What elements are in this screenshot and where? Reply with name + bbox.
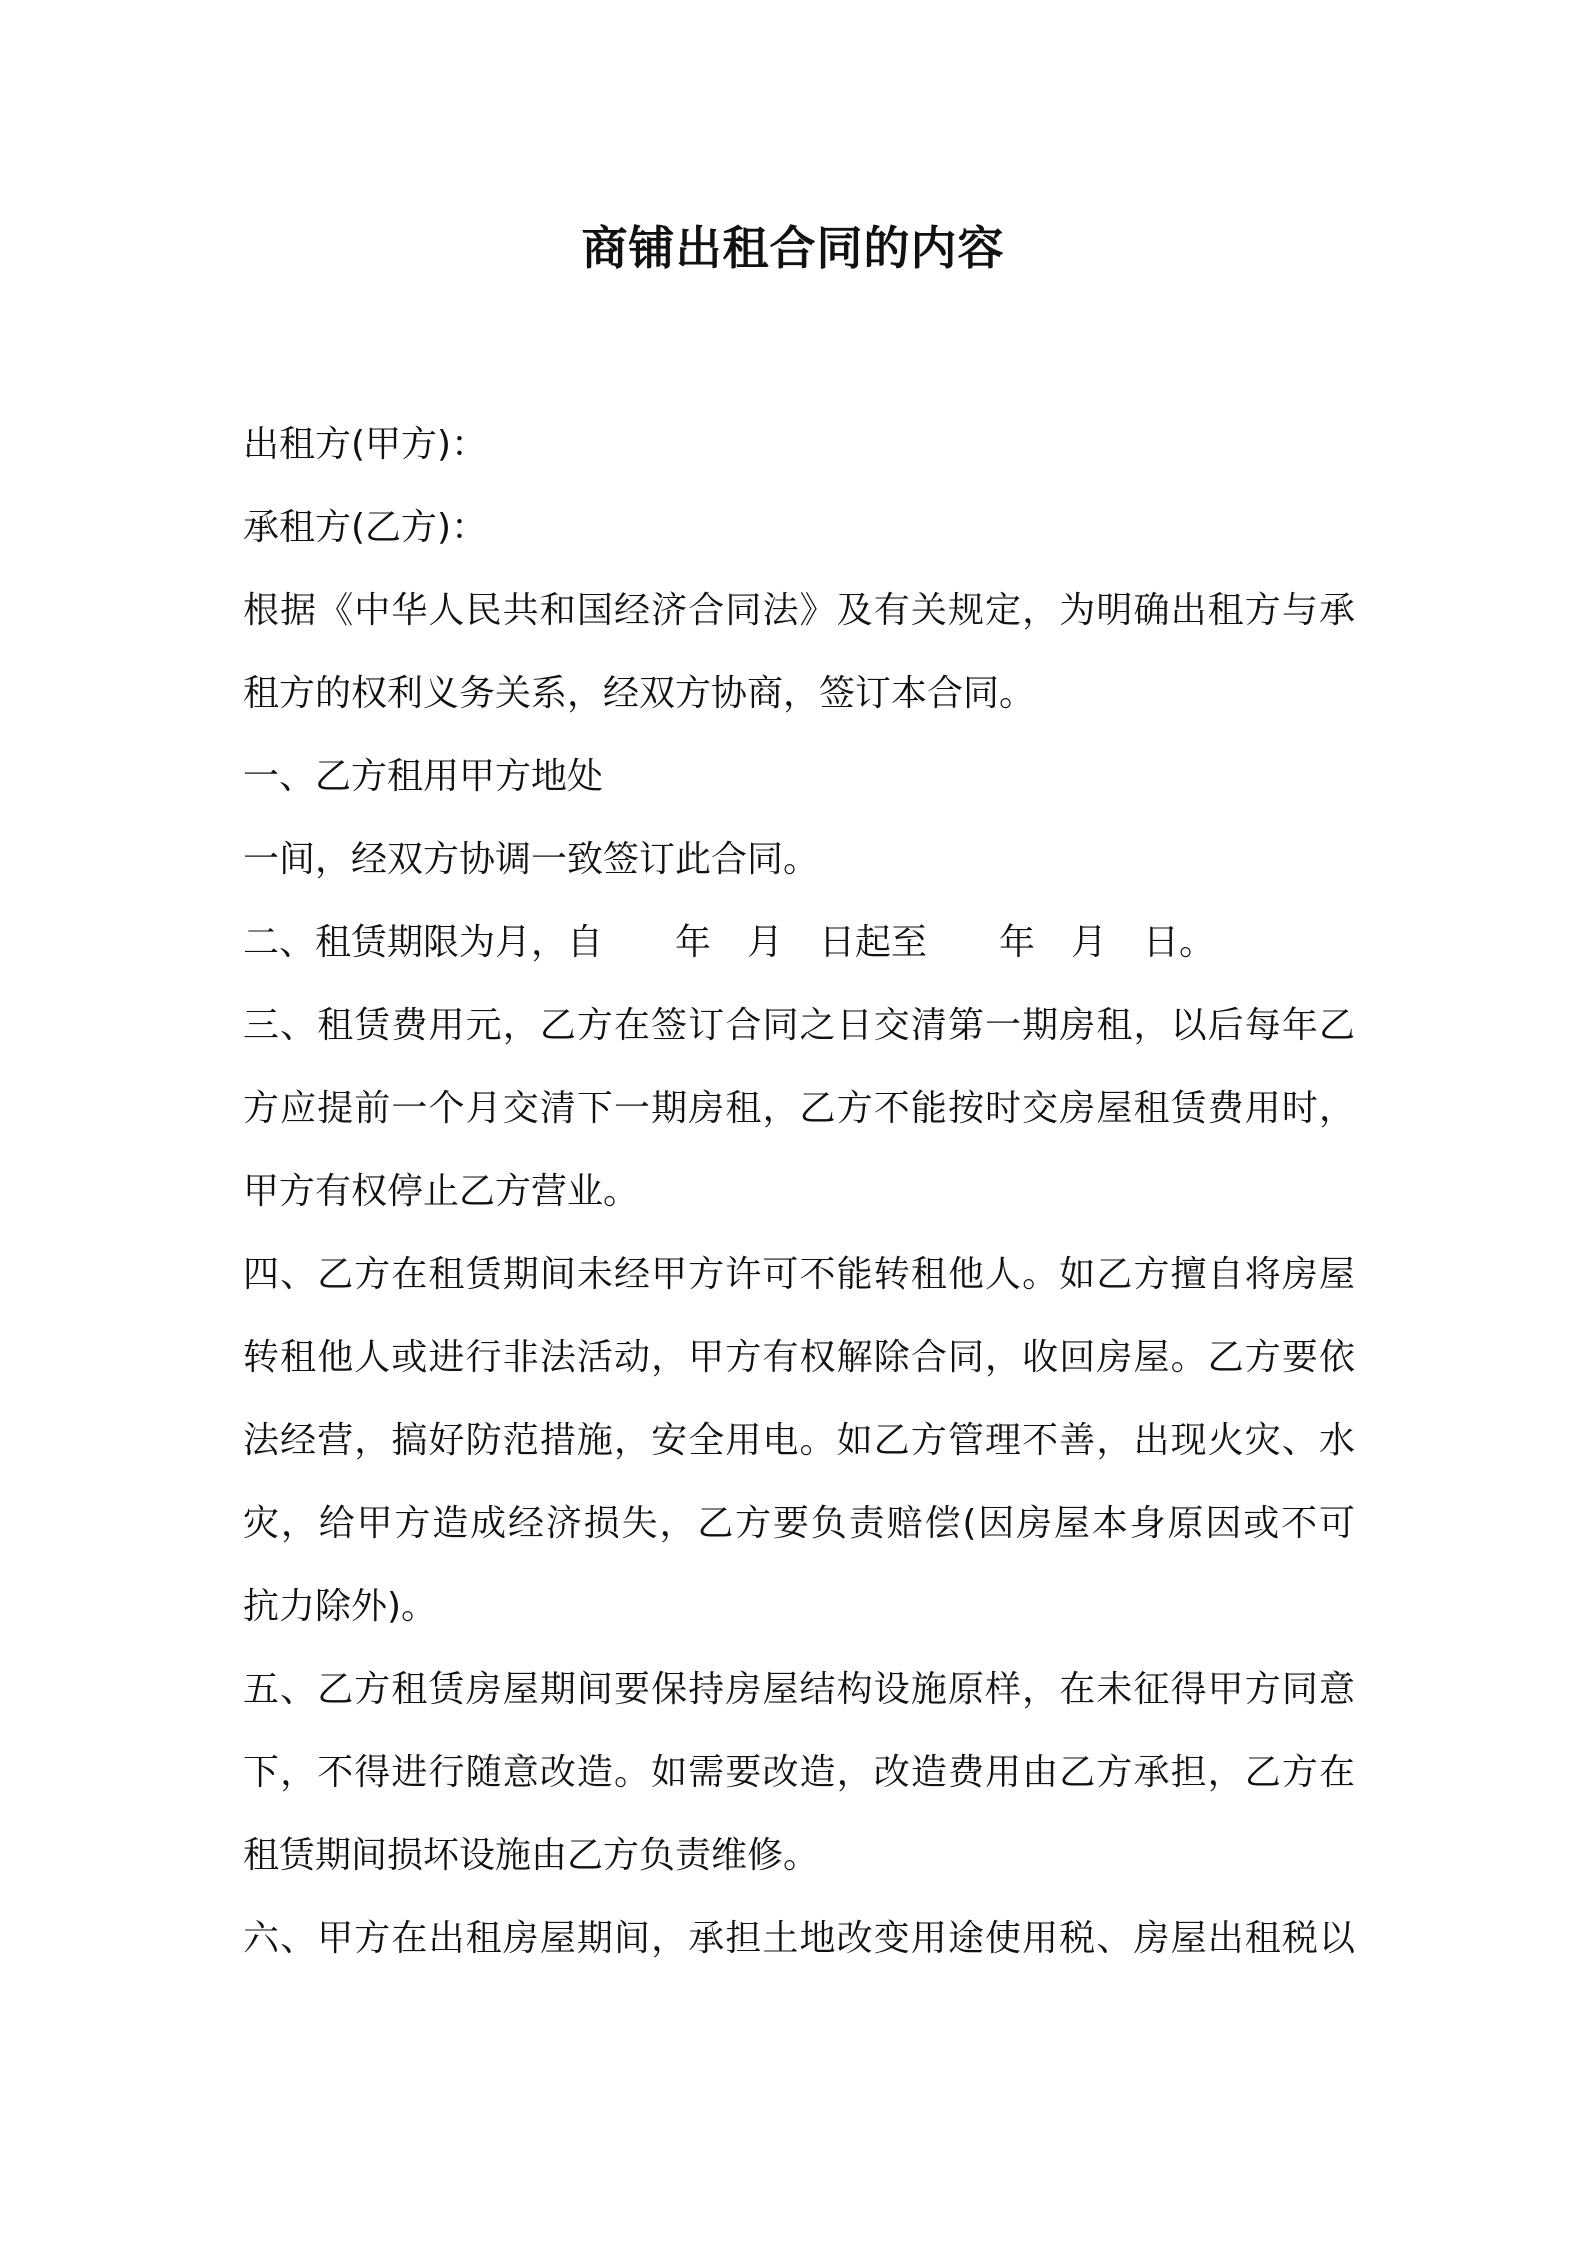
lessee-line: 承租方(乙方)： bbox=[243, 507, 488, 548]
document-body bbox=[243, 403, 1355, 1980]
clause-4-line-4: 灾，给甲方造成经济损失，乙方要负责赔偿(因房屋本身原因或不可 bbox=[243, 1503, 1355, 1544]
clause-1-line-1: 一、乙方租用甲方地处 bbox=[243, 756, 604, 797]
clause-6-line-1: 六、甲方在出租房屋期间，承担土地改变用途使用税、房屋出租税以 bbox=[243, 1918, 1355, 1959]
clause-5-line-2: 下，不得进行随意改造。如需要改造，改造费用由乙方承担，乙方在 bbox=[243, 1752, 1355, 1793]
clause-3-line-2: 方应提前一个月交清下一期房租，乙方不能按时交房屋租赁费用时， bbox=[243, 1088, 1355, 1129]
clause-4-line-5: 抗力除外)。 bbox=[243, 1586, 438, 1627]
clause-5-line-1: 五、乙方租赁房屋期间要保持房屋结构设施原样，在未征得甲方同意 bbox=[243, 1669, 1355, 1710]
clause-3-line-1: 三、租赁费用元，乙方在签订合同之日交清第一期房租，以后每年乙 bbox=[243, 1005, 1355, 1046]
preamble-line-2: 租方的权利义务关系，经双方协商，签订本合同。 bbox=[243, 673, 1036, 714]
clause-4-line-2: 转租他人或进行非法活动，甲方有权解除合同，收回房屋。乙方要依 bbox=[243, 1337, 1355, 1378]
clause-1-line-2: 一间，经双方协调一致签订此合同。 bbox=[243, 839, 820, 880]
document-title: 商铺出租合同的内容 bbox=[581, 221, 1005, 275]
clause-4-line-3: 法经营，搞好防范措施，安全用电。如乙方管理不善，出现火灾、水 bbox=[243, 1420, 1355, 1461]
clause-4-line-1: 四、乙方在租赁期间未经甲方许可不能转租他人。如乙方擅自将房屋 bbox=[243, 1254, 1355, 1295]
lessor-line: 出租方(甲方)： bbox=[243, 424, 488, 465]
preamble-line-1: 根据《中华人民共和国经济合同法》及有关规定，为明确出租方与承 bbox=[243, 590, 1355, 631]
clause-5-line-3: 租赁期间损坏设施由乙方负责维修。 bbox=[243, 1835, 820, 1876]
clause-2-line-1: 二、租赁期限为月，自 年 月 日起至 年 月 日。 bbox=[243, 922, 1216, 963]
clause-3-line-3: 甲方有权停止乙方营业。 bbox=[243, 1171, 640, 1212]
